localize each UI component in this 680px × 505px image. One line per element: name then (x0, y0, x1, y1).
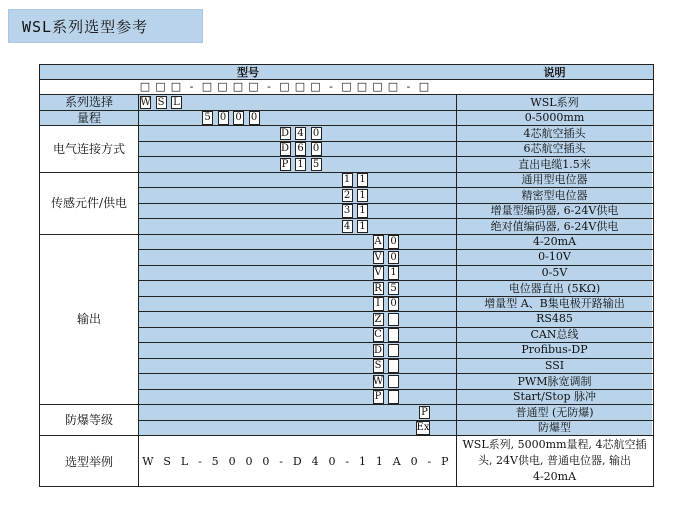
col-divider (456, 404, 457, 435)
code-cell: 5 (388, 282, 399, 296)
example-desc (458, 437, 651, 485)
category-label: 传感元件/供电 (50, 196, 128, 210)
option-desc: 6芯航空插头 (523, 142, 586, 156)
col-divider (456, 172, 457, 234)
code-cell: 0 (311, 127, 322, 141)
col-divider (138, 172, 139, 234)
col-divider (138, 234, 139, 405)
code-cell: C (374, 329, 382, 341)
col-divider (138, 94, 139, 110)
code-cell: 5 (202, 111, 213, 125)
code-cell: S (373, 359, 384, 373)
example-desc-line: 头, 24V供电, 普通电位器, 输出 (478, 454, 631, 467)
code-cell: L (171, 96, 182, 110)
code-cell (388, 375, 399, 389)
code-cell: 0 (388, 235, 399, 249)
code-slot-box: □ (387, 80, 399, 93)
code-cell (388, 344, 399, 358)
option-desc: 防爆型 (538, 421, 571, 435)
code-cell: 1 (357, 173, 368, 187)
example-code: W S L - 5 0 0 0 - D 4 0 - 1 1 A 0 - P (142, 454, 452, 468)
code-cell: V (374, 251, 382, 263)
option-desc: 增量型 A、B集电极开路输出 (484, 297, 625, 311)
option-desc: Start/Stop 脉冲 (512, 390, 596, 404)
code-cell: D (280, 127, 290, 139)
option-desc: 精密型电位器 (521, 188, 588, 202)
category-label: 输出 (76, 312, 101, 327)
category-label: 电气连接方式 (52, 141, 125, 156)
code-cell: Z (373, 313, 384, 327)
code-cell: 3 (342, 204, 353, 218)
code-cell: 0 (249, 111, 260, 125)
header-model: 型号 (237, 66, 259, 79)
code-slot-box: □ (279, 80, 290, 93)
col-divider (138, 435, 139, 487)
code-cell: 1 (357, 204, 368, 218)
example-desc-line: 4-20mA (532, 470, 577, 483)
code-slot-box: □ (418, 80, 430, 93)
code-slot-box: - (329, 80, 333, 93)
col-divider (456, 110, 457, 126)
code-cell: 1 (295, 158, 306, 172)
option-desc: 绝对值编码器, 6-24V供电 (490, 219, 619, 233)
code-cell: D (280, 143, 290, 155)
code-cell: 1 (388, 266, 399, 280)
option-desc: 直出电缆1.5米 (518, 157, 591, 171)
code-slot-box: □ (294, 80, 306, 93)
code-cell: 0 (233, 111, 244, 125)
category-label: 防爆等级 (64, 413, 113, 427)
code-slot-box: □ (155, 80, 166, 93)
col-divider (456, 435, 457, 487)
option-desc: 通用型电位器 (521, 173, 588, 187)
code-cell (388, 328, 399, 342)
col-divider (456, 94, 457, 110)
code-cell: 0 (388, 251, 399, 265)
code-slot-box: □ (232, 80, 244, 93)
code-slot-box: □ (201, 80, 213, 93)
code-cell: R (374, 282, 382, 294)
code-slot-box: □ (372, 80, 383, 93)
code-cell: W (372, 375, 384, 387)
code-slot-box: - (267, 80, 271, 93)
option-desc: SSI (544, 358, 565, 372)
code-cell: Ex (416, 422, 430, 434)
code-cell (388, 313, 399, 327)
code-cell: 1 (357, 220, 368, 234)
category-label: 系列选择 (64, 95, 113, 110)
code-slot-box: - (406, 80, 411, 93)
category-label: 量程 (76, 110, 101, 125)
code-slot-box: □ (341, 80, 352, 93)
code-cell: 4 (342, 220, 353, 234)
code-cell: 5 (311, 158, 322, 172)
code-cell: A (374, 236, 382, 248)
code-cell: I (373, 297, 384, 311)
col-divider (138, 404, 139, 435)
col-divider (138, 110, 139, 126)
code-cell: 0 (311, 142, 322, 156)
selection-table (39, 64, 654, 487)
code-cell: 2 (342, 189, 353, 203)
option-desc: 普通型 (无防爆) (515, 405, 594, 419)
code-cell: 0 (388, 297, 399, 311)
code-cell: S (156, 96, 167, 110)
option-desc: 电位器直出 (5KΩ) (508, 281, 601, 295)
code-cell (388, 359, 399, 373)
code-cell: D (373, 344, 383, 356)
option-desc: 0-10V (538, 250, 571, 264)
page-title: WSL系列选型参考 (8, 9, 203, 43)
code-cell (388, 390, 399, 404)
col-divider (456, 234, 457, 405)
option-desc: Profibus-DP (521, 343, 588, 357)
code-cell: 1 (357, 189, 368, 203)
option-desc: 0-5000mm (524, 110, 585, 124)
code-slot-box: - (189, 80, 194, 93)
code-cell: V (374, 267, 382, 279)
code-cell: P (419, 406, 430, 420)
code-slot-box: □ (248, 80, 259, 93)
option-desc: 增量型编码器, 6-24V供电 (490, 204, 619, 218)
code-slot-box: □ (310, 80, 321, 93)
code-cell: 0 (218, 111, 229, 125)
code-cell: P (280, 158, 291, 172)
code-cell: P (373, 390, 384, 404)
code-slot-box: □ (139, 80, 151, 93)
col-divider (138, 125, 139, 172)
option-desc: CAN总线 (530, 328, 579, 342)
category-label: 选型举例 (64, 454, 113, 469)
example-desc-line: WSL系列, 5000mm量程, 4芯航空插 (462, 438, 647, 451)
option-desc: 0-5V (541, 265, 568, 279)
code-cell: 6 (295, 142, 306, 156)
code-slot-box: □ (217, 80, 228, 93)
code-slot-box: □ (170, 80, 182, 93)
col-divider (456, 125, 457, 172)
option-desc: 4-20mA (532, 234, 577, 248)
code-cell: W (140, 96, 151, 108)
option-desc: WSL系列 (530, 95, 579, 109)
code-cell: 4 (295, 127, 306, 141)
option-desc: PWM脉宽调制 (517, 374, 592, 388)
code-cell: 1 (342, 173, 353, 187)
option-desc: 4芯航空插头 (523, 126, 586, 140)
code-slot-box: □ (356, 80, 368, 93)
header-desc: 说明 (543, 66, 566, 79)
option-desc: RS485 (536, 312, 573, 326)
